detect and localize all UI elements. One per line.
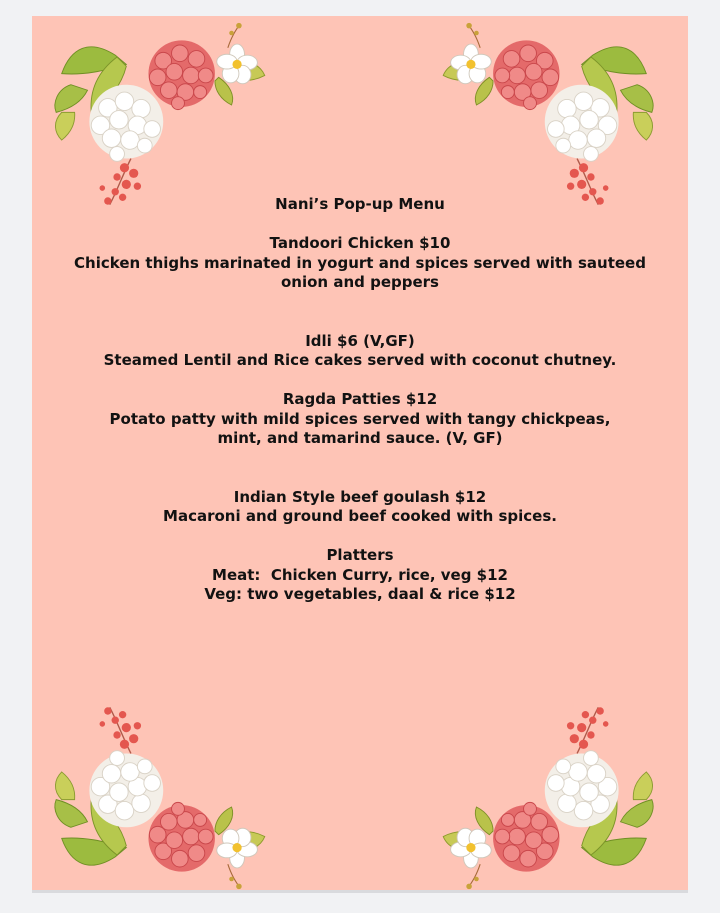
- menu-item-description: Potato patty with mild spices served with tangy chickpeas, mint, and tamarind sauce. (V, GF): [109, 409, 611, 447]
- menu-title: Nani’s Pop-up Menu: [275, 195, 445, 213]
- menu-content: [32, 16, 688, 890]
- menu-item-description: Steamed Lentil and Rice cakes served with coconut chutney.: [103, 351, 617, 369]
- platters-heading: Platters: [326, 546, 394, 564]
- menu-item-heading: Idli $6 (V,GF): [305, 331, 415, 350]
- menu-item-heading: Tandoori Chicken $10: [269, 234, 451, 252]
- menu-item-description: Macaroni and ground beef cooked with spices.: [163, 507, 557, 525]
- menu-text: [32, 195, 688, 605]
- menu-item-heading: Ragda Patties $12: [282, 390, 438, 408]
- menu-item-description: Chicken thighs marinated in yogurt and spices served with sauteed onion and peppers: [74, 253, 646, 291]
- platter-meat: Meat: Chicken Curry, rice, veg $12: [212, 565, 508, 584]
- platter-veg: Veg: two vegetables, daal & rice $12: [204, 585, 516, 603]
- menu-item-heading: Indian Style beef goulash $12: [233, 487, 487, 506]
